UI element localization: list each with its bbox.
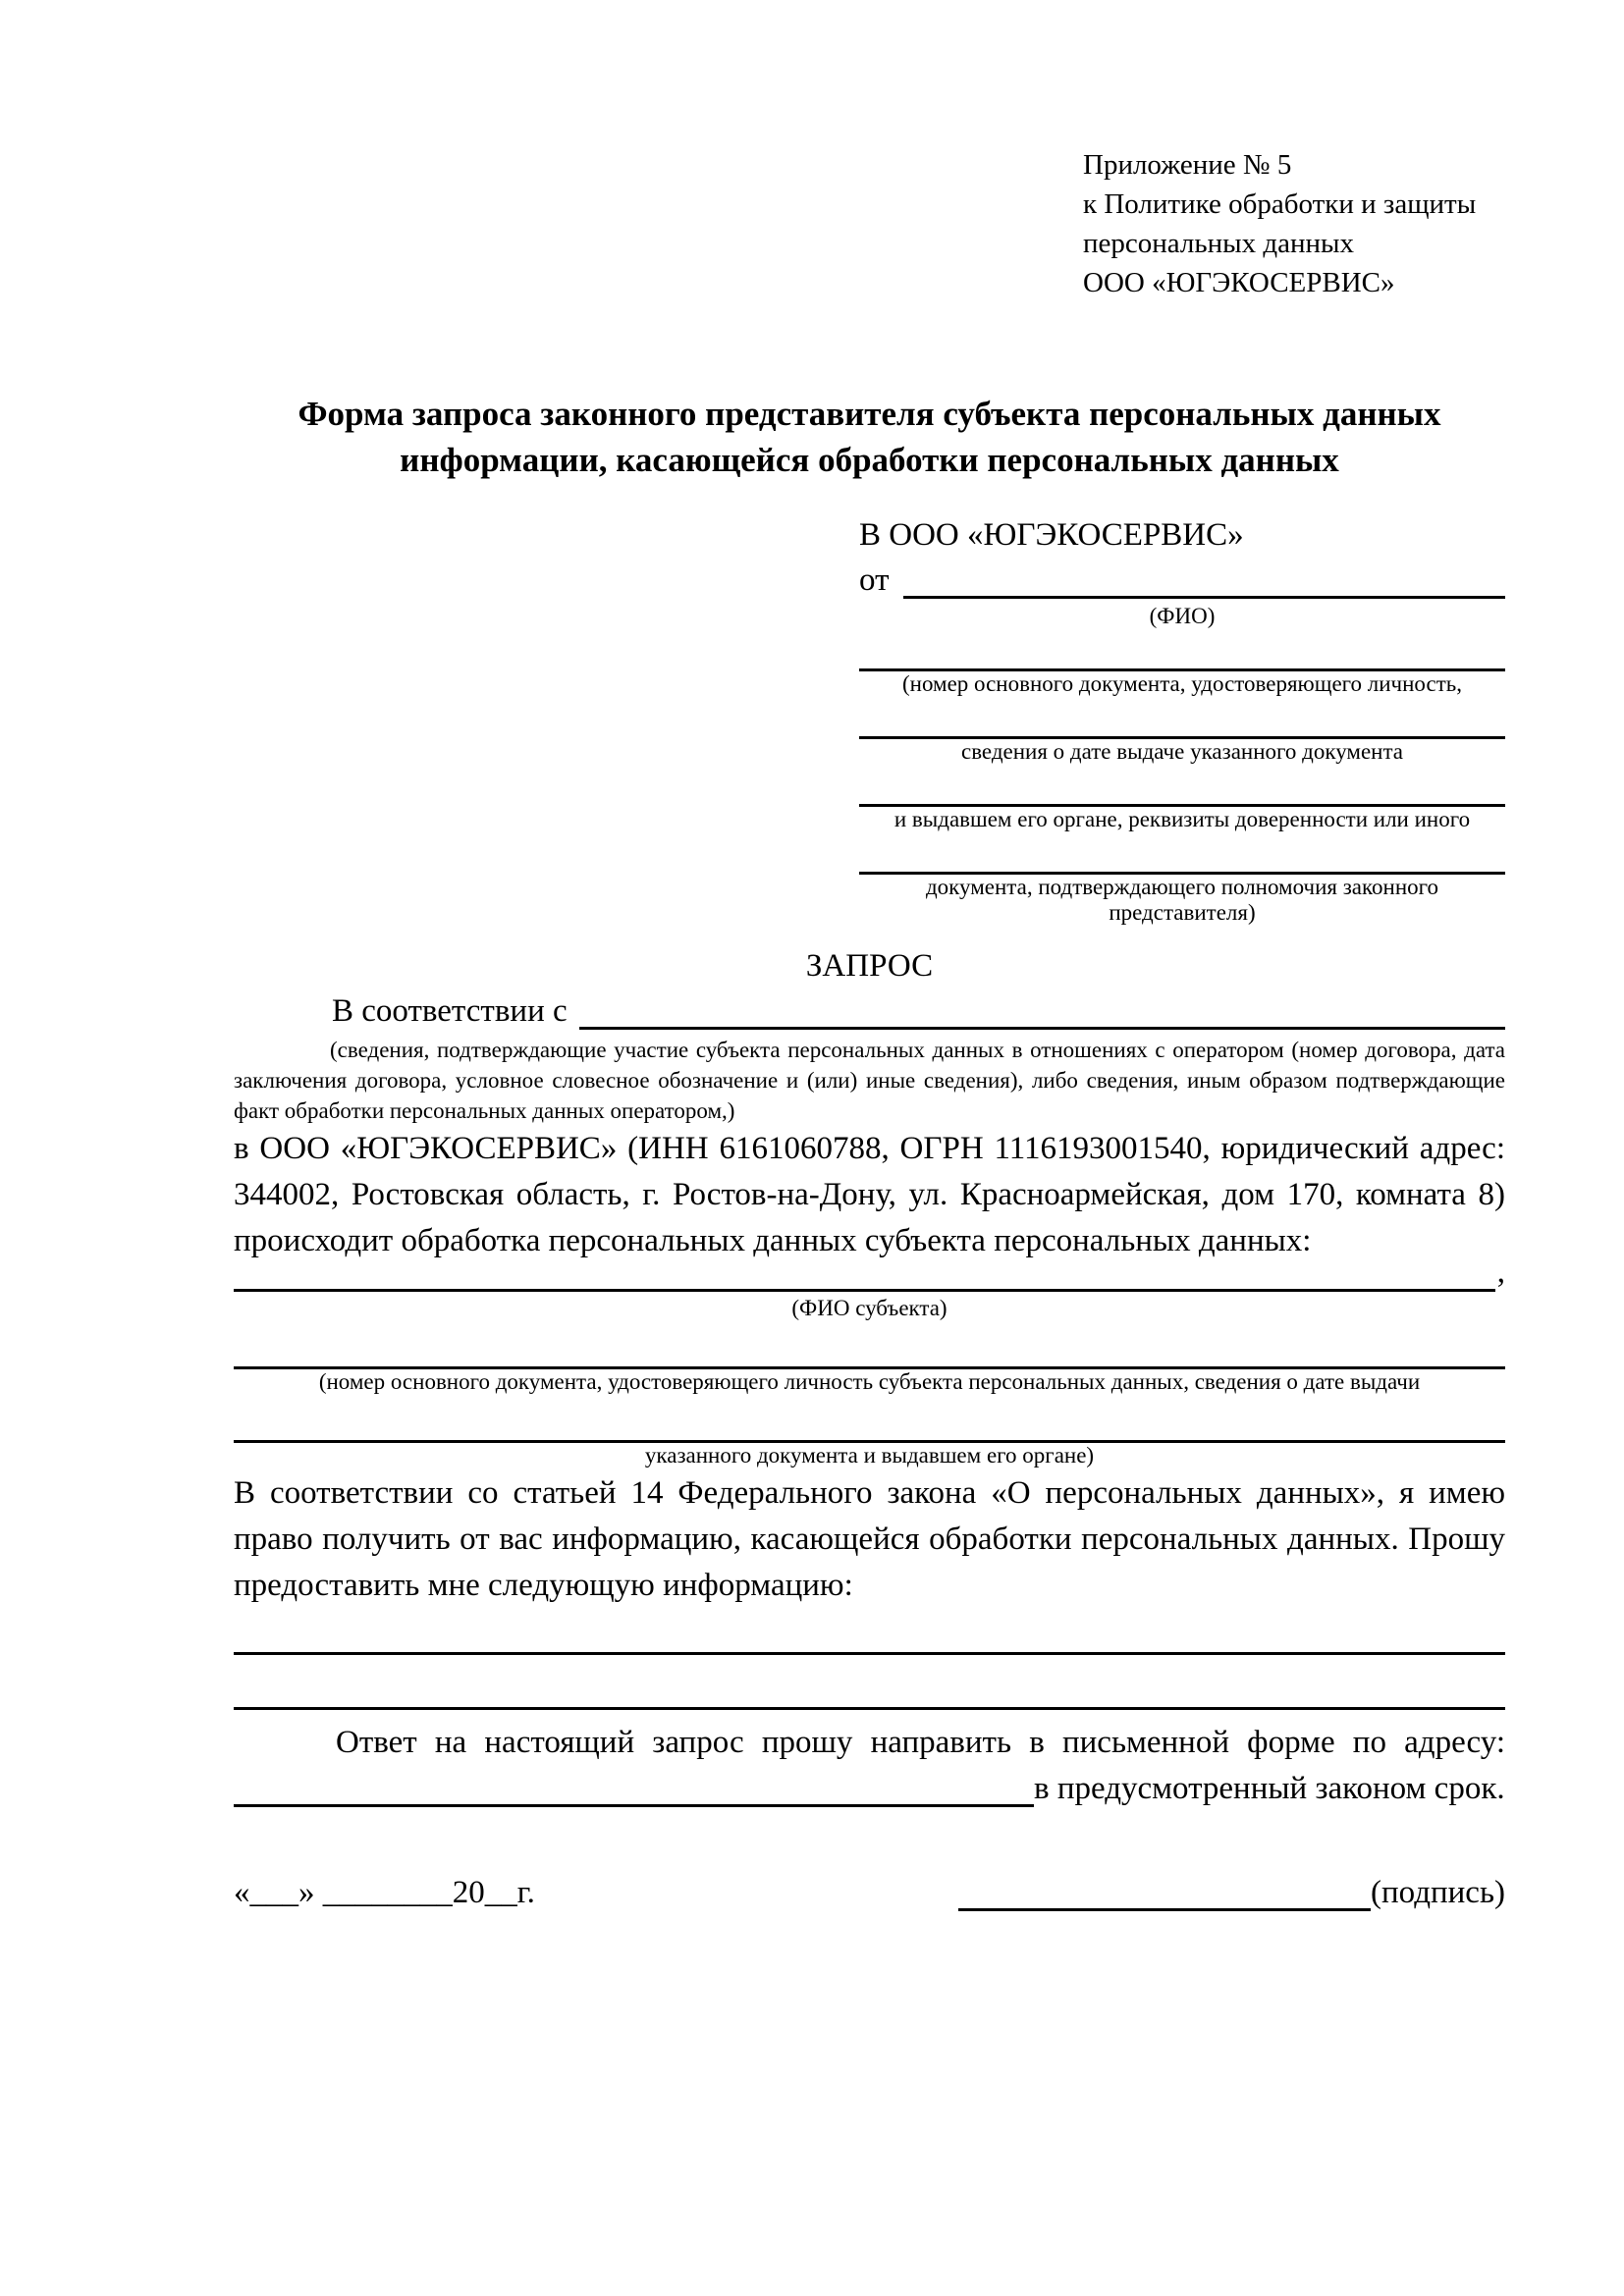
law-paragraph: В соответствии со статьей 14 Федерального закона «О персональных данных», я имею право получить от вас информацию, касающейся обработки персональных данных. Прошу предоставить мне следующую информацию:	[234, 1475, 1505, 1603]
addressee-to: В ООО «ЮГЭКОСЕРВИС»	[859, 517, 1244, 553]
subject-fio-blank-line	[234, 1289, 1495, 1292]
blank-line	[859, 629, 1505, 671]
comma-after-blank: ,	[1496, 1255, 1505, 1290]
from-row	[859, 559, 1505, 604]
subject-doc-caption-2: указанного документа и выдавшем его органе)	[644, 1443, 1095, 1468]
footer-row	[234, 1869, 1505, 1916]
subject-doc-caption-1: (номер основного документа, удостоверяющего личность субъекта персональных данных, сведения о дате выдачи	[318, 1369, 1421, 1394]
header-note-line: Приложение № 5	[1083, 149, 1292, 181]
lead-in-blank-line	[579, 1027, 1505, 1030]
addressee-caption-group	[859, 832, 1505, 926]
signature-caption: (подпись)	[1371, 1875, 1505, 1910]
reply-address-row	[234, 1766, 1505, 1812]
blank-line	[859, 765, 1505, 807]
answer-blank-line	[234, 1655, 1505, 1710]
header-note-line: ООО «ЮГЭКОСЕРВИС»	[1083, 267, 1395, 298]
blank-caption: и выдавшем его органе, реквизиты доверенности или иного	[893, 807, 1471, 831]
addressee-caption-group	[859, 765, 1505, 832]
subject-doc-blank-line	[234, 1337, 1505, 1369]
blank-caption: документа, подтверждающего полномочия законного представителя)	[925, 875, 1438, 925]
date-blank-text: «___» ________20__г.	[234, 1875, 535, 1910]
from-label: от	[859, 562, 890, 598]
subject-fio-caption: (ФИО субъекта)	[791, 1296, 947, 1320]
blank-caption: сведения о дате выдаче указанного документа	[960, 739, 1404, 764]
addressee-caption-group	[859, 697, 1505, 765]
page-title-line-1: Форма запроса законного представителя субъекта персональных данных	[298, 395, 1441, 433]
header-note	[1083, 0, 1505, 302]
request-heading: ЗАПРОС	[805, 948, 934, 984]
page-title-line-2: информации, касающейся обработки персональных данных	[400, 441, 1339, 479]
reply-tail-text: в предусмотренный законом срок.	[1034, 1771, 1505, 1806]
signature-blank-line	[958, 1908, 1371, 1911]
page-title	[234, 391, 1505, 483]
answer-blank-line	[234, 1632, 1505, 1655]
lead-in-row	[234, 989, 1505, 1035]
operator-paragraph: в ООО «ЮГЭКОСЕРВИС» (ИНН 6161060788, ОГРН 1116193001540, юридический адрес: 344002, Ростовская область, г. Ростов-на-Дону, ул. Красноармейская, дом 170, комната 8) происходит обработка персональных данных субъекта персональных данных:	[234, 1131, 1505, 1258]
reply-address-blank-line	[234, 1804, 1034, 1807]
blank-line	[859, 697, 1505, 739]
addressee-block	[859, 512, 1505, 926]
signature-area	[958, 1870, 1505, 1916]
reply-paragraph: Ответ на настоящий запрос прошу направить в письменной форме по адресу:	[336, 1725, 1505, 1760]
lead-in-text: В соответствии с	[332, 993, 568, 1029]
lead-in-note: (сведения, подтверждающие участие субъекта персональных данных в отношениях с оператором (номер договора, дата заключения договора, условное словесное обозначение и (или) иные сведения), либо сведения, иным образом подтверждающие факт обработки персональных данных оператором,)	[234, 1038, 1505, 1123]
subject-doc-blank-line	[234, 1411, 1505, 1443]
header-note-line: персональных данных	[1083, 228, 1355, 259]
fio-caption: (ФИО)	[1149, 604, 1216, 628]
document-content	[234, 0, 1505, 1916]
subject-fio-blank-row	[234, 1255, 1505, 1296]
blank-caption: (номер основного документа, удостоверяющего личность,	[901, 671, 1462, 696]
blank-line	[859, 832, 1505, 875]
header-note-line: к Политике обработки и защиты	[1083, 188, 1477, 220]
from-blank-line	[903, 596, 1506, 599]
addressee-caption-group	[859, 629, 1505, 697]
